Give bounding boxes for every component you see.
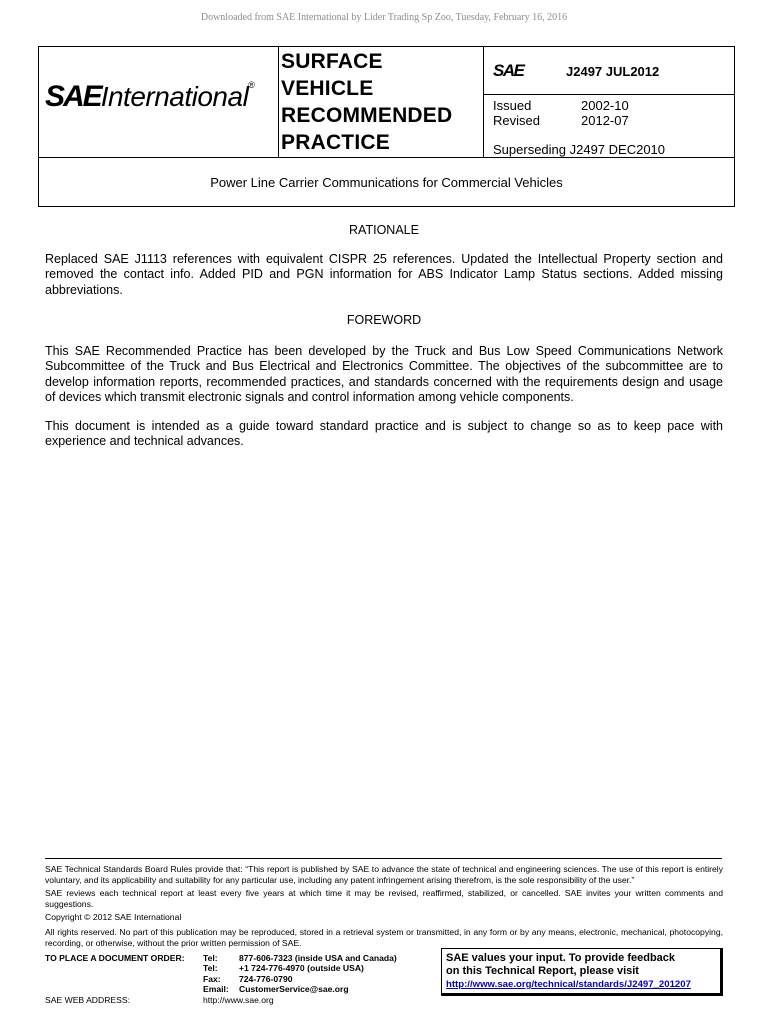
tel2-value: +1 724-776-4970 (outside USA): [239, 963, 364, 974]
order-contact-info: [45, 953, 397, 1005]
feedback-line-2: on this Technical Report, please visit: [446, 965, 639, 977]
document-number-row: [484, 47, 734, 95]
feedback-box: [441, 948, 723, 996]
revised-label: Revised: [493, 113, 540, 128]
footer-rule: [45, 858, 722, 859]
order-label: TO PLACE A DOCUMENT ORDER:: [45, 953, 185, 963]
fax-value: 724-776-0790: [239, 973, 293, 984]
title-line-4: PRACTICE: [281, 131, 390, 154]
fax-label: Fax:: [203, 973, 221, 984]
logo-registered-mark: ®: [248, 80, 255, 90]
document-dates: [493, 98, 629, 128]
title-line-2: VEHICLE: [281, 77, 374, 100]
logo-sae: SAE: [45, 80, 101, 113]
superseding-note: Superseding J2497 DEC2010: [493, 142, 666, 157]
download-watermark: Downloaded from SAE International by Lider Trading Sp Zoo, Tuesday, February 16, 2016: [200, 12, 568, 23]
document-type-cell: [279, 47, 484, 157]
sae-international-logo: [45, 80, 255, 114]
issued-label: Issued: [493, 98, 532, 113]
web-address-label: SAE WEB ADDRESS:: [45, 994, 131, 1005]
document-header: [38, 46, 735, 207]
rationale-heading: RATIONALE: [349, 223, 419, 237]
copyright-notice: Copyright © 2012 SAE International: [45, 912, 182, 922]
logo-cell: [39, 47, 279, 157]
document-title: Power Line Carrier Communications for Commercial Vehicles: [210, 175, 563, 190]
issued-value: 2002-10: [581, 98, 629, 113]
logo-international: International: [100, 81, 249, 112]
review-notice: SAE reviews each technical report at least every five years at which time it may be revised, reaffirmed, stabilized, or cancelled. SAE invites your written comments and suggestions.: [45, 888, 723, 909]
document-number: J2497 JUL2012: [566, 64, 660, 79]
document-info-cell: [484, 47, 734, 157]
feedback-link[interactable]: http://www.sae.org/technical/standards/J2497_201207: [446, 979, 691, 990]
intent-paragraph: This document is intended as a guide toward standard practice and is subject to change so as to keep pace with experience and technical advances.: [45, 419, 723, 449]
feedback-line-1: SAE values your input. To provide feedback: [446, 952, 676, 964]
title-line-1: SURFACE: [281, 50, 383, 73]
revised-value: 2012-07: [581, 113, 629, 128]
tel2-label: Tel:: [203, 963, 218, 974]
standards-board-rules: SAE Technical Standards Board Rules provide that: “This report is published by SAE to advance the state of technical and engineering sciences. The use of this report is entirely voluntary, and its applicability and suitability for any particular use, including any patent infringement arising therefrom, is the sole responsibility of the user.”: [45, 864, 723, 885]
header-divider: [39, 157, 734, 158]
tel1-value: 877-606-7323 (inside USA and Canada): [239, 953, 397, 963]
foreword-heading: FOREWORD: [346, 313, 422, 327]
rights-notice: All rights reserved. No part of this publication may be reproduced, stored in a retrieval system or transmitted, in any form or by any means, electronic, mechanical, photocopying, recording, or otherwise, without the prior written permission of SAE.: [45, 927, 723, 948]
rationale-paragraph: Replaced SAE J1113 references with equivalent CISPR 25 references. Updated the Intellectual Property section and removed the contact info. Added PID and PGN information for ABS Indicator Lamp Status sections. Added missing abbreviations.: [45, 252, 723, 297]
email-label: Email:: [203, 984, 229, 995]
foreword-paragraph: This SAE Recommended Practice has been developed by the Truck and Bus Low Speed Communications Network Subcommittee of the Truck and Bus Electrical and Electronics Committee. The objectives of the subcommittee are to develop information reports, recommended practices, and standards concerned with the requirements design and usage of devices which transmit electronic signals and control information among vehicle components.: [45, 344, 723, 404]
web-address-link[interactable]: http://www.sae.org: [203, 994, 274, 1005]
email-value[interactable]: CustomerService@sae.org: [239, 984, 349, 995]
title-line-3: RECOMMENDED: [281, 104, 453, 127]
document-type-title: [281, 48, 452, 156]
tel1-label: Tel:: [203, 953, 218, 963]
sae-small-logo: SAE: [493, 61, 524, 80]
